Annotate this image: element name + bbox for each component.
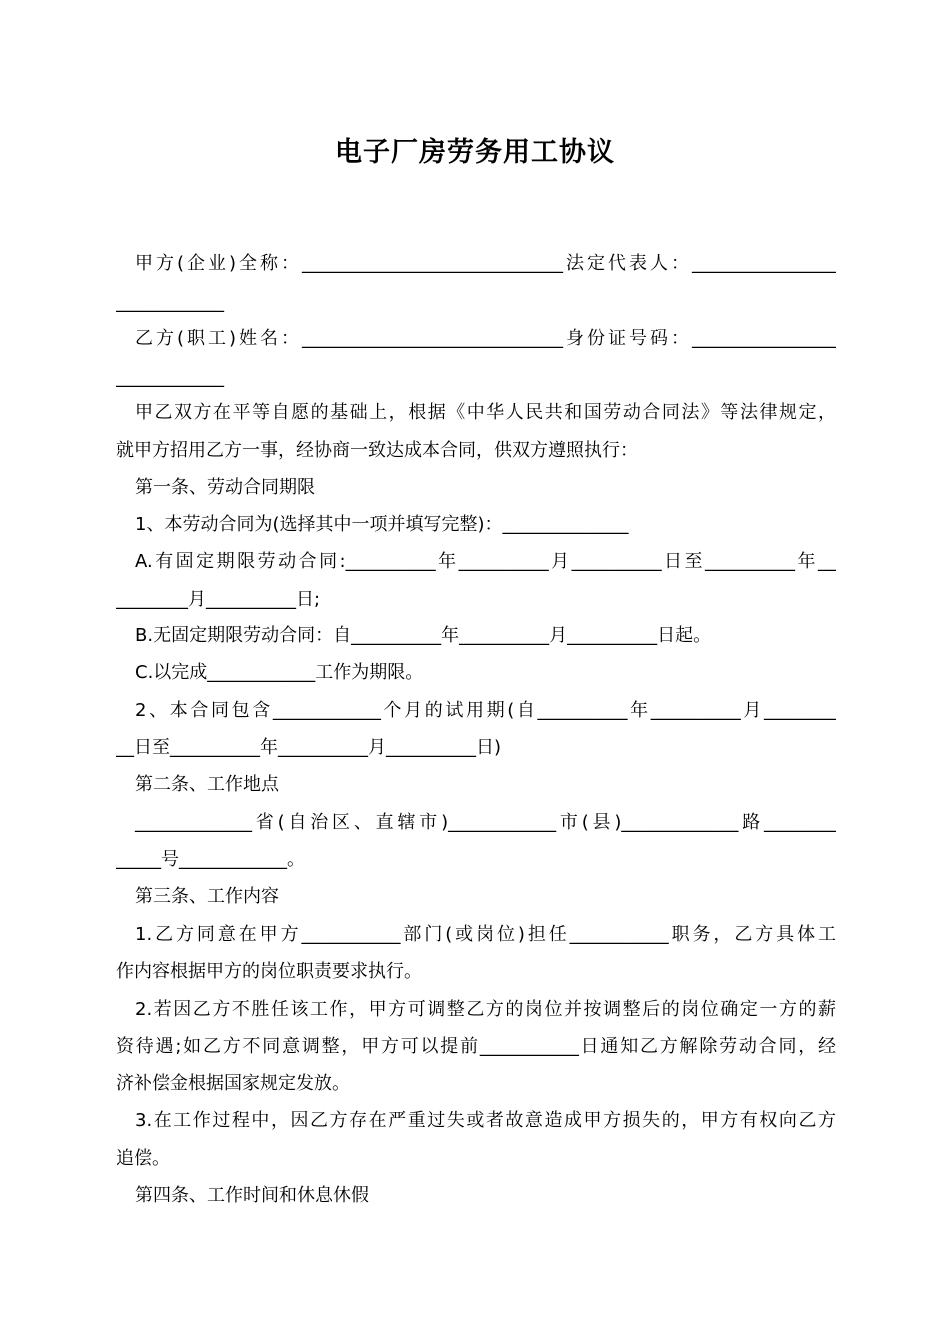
work-location-line-1: _____________省(自治区、直辖市)____________市(县)_____________路________	[135, 812, 836, 833]
option-a-fixed-term-line-1: A.有固定期限劳动合同:__________年__________月__________日至__________年__	[135, 551, 836, 572]
work-content-item-2-line-2: 资待遇;如乙方不同意调整，甲方可以提前___________日通知乙方解除劳动合同，经	[116, 1036, 836, 1057]
work-content-item-1-line-2: 作内容根据甲方的岗位职责要求执行。	[116, 961, 422, 982]
option-c-task-based: C.以完成____________工作为期限。	[135, 662, 424, 683]
article-1-item-1: 1、本劳动合同为(选择其中一项并填写完整)：______________	[135, 514, 629, 535]
party-b-continuation-line: ____________	[116, 367, 224, 388]
work-location-line-2: _____号____________。	[116, 849, 305, 870]
article-4-heading: 第四条、工作时间和休息休假	[135, 1185, 369, 1206]
work-content-item-1-line-1: 1.乙方同意在甲方___________部门(或岗位)担任___________职务，乙方具体工	[135, 924, 836, 945]
article-1-heading: 第一条、劳动合同期限	[135, 477, 315, 498]
work-content-item-2-line-3: 济补偿金根据国家规定发放。	[116, 1073, 350, 1094]
preamble-line-2: 就甲方招用乙方一事，经协商一致达成本合同，供双方遵照执行：	[116, 440, 638, 461]
preamble-line-1: 甲乙双方在平等自愿的基础上，根据《中华人民共和国劳动合同法》等法律规定，	[135, 402, 836, 423]
option-a-fixed-term-line-2: ________月__________日;	[116, 589, 321, 610]
probation-period-line-2: __日至__________年__________月__________日)	[116, 737, 502, 758]
party-b-employee-name-line: 乙方(职工)姓名：_____________________________身份证号码：________________	[135, 328, 836, 349]
article-3-heading: 第三条、工作内容	[135, 886, 279, 907]
article-2-heading: 第二条、工作地点	[135, 774, 279, 795]
work-content-item-2-line-1: 2.若因乙方不胜任该工作，甲方可调整乙方的岗位并按调整后的岗位确定一方的薪	[135, 999, 836, 1020]
work-content-item-3-line-1: 3.在工作过程中，因乙方存在严重过失或者故意造成甲方损失的，甲方有权向乙方	[135, 1110, 836, 1131]
probation-period-line-1: 2、本合同包含____________个月的试用期(自__________年__________月________	[135, 700, 836, 721]
document-title: 电子厂房劳务用工协议	[335, 137, 615, 168]
work-content-item-3-line-2: 追偿。	[116, 1148, 170, 1169]
party-a-continuation-line: ____________	[116, 292, 224, 313]
party-a-company-name-line: 甲方(企业)全称：_____________________________法定代表人：________________	[135, 253, 836, 274]
option-b-open-ended: B.无固定期限劳动合同：自__________年__________月__________日起。	[135, 625, 712, 646]
